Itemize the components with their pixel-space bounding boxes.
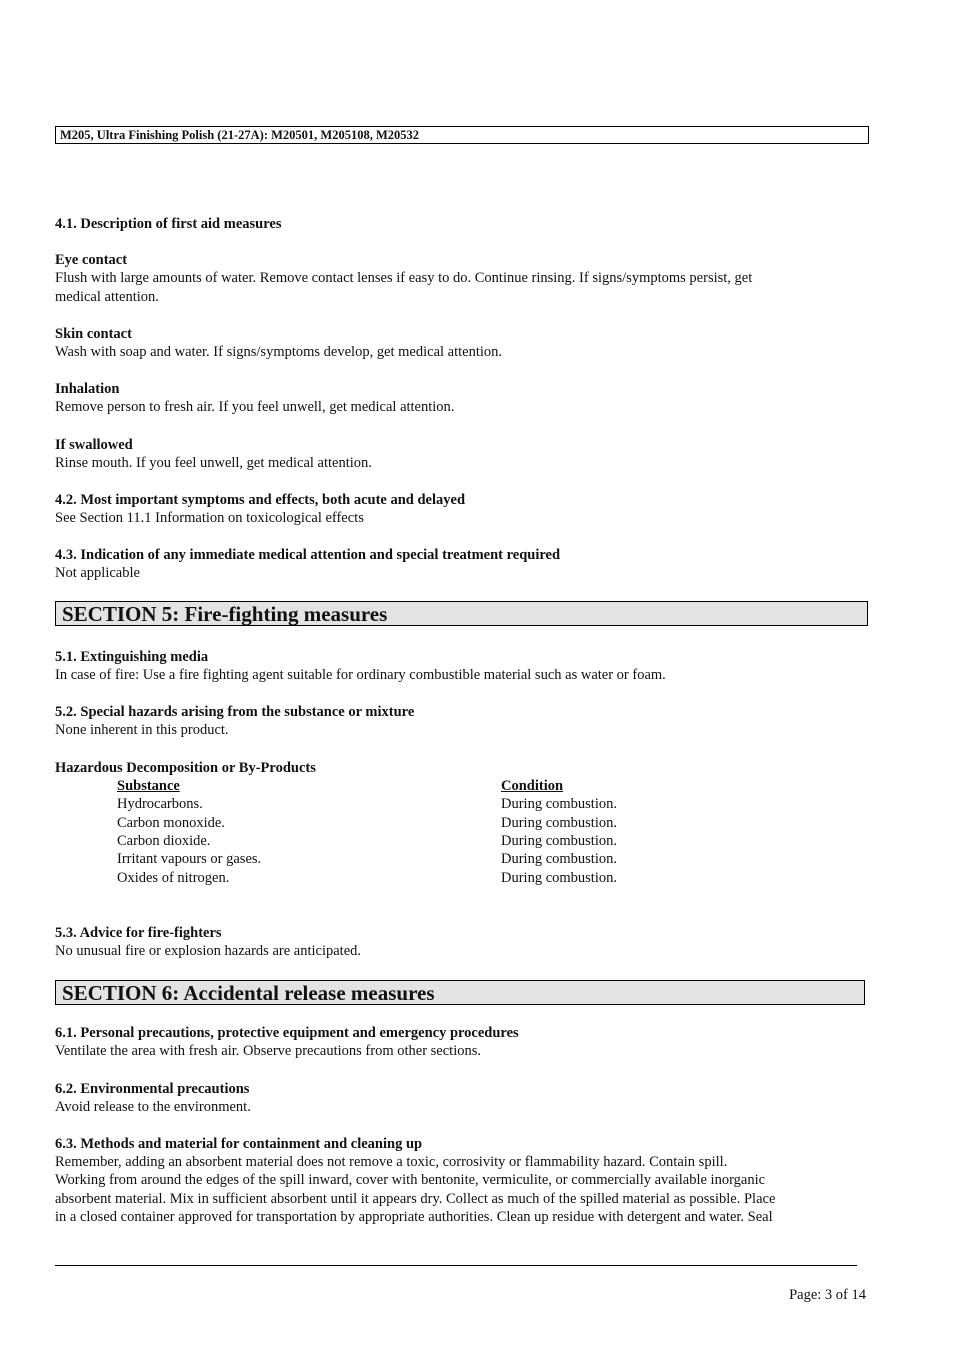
page-number: Page: 3 of 14 (789, 1287, 866, 1303)
heading-6-3: 6.3. Methods and material for containment and cleaning up (55, 1136, 423, 1152)
table-row-condition: During combustion. (501, 833, 617, 849)
document-header: M205, Ultra Finishing Polish (21-27A): M20501, M205108, M20532 (55, 126, 869, 144)
text-5-3: No unusual fire or explosion hazards are anticipated. (55, 943, 362, 959)
text-6-3-line-1: Remember, adding an absorbent material does not remove a toxic, corrosivity or flammability hazard. Contain spill. (55, 1154, 728, 1170)
hazardous-decomposition-heading: Hazardous Decomposition or By-Products (55, 760, 316, 776)
text-6-3-line-3: absorbent material. Mix in sufficient absorbent until it appears dry. Collect as much of the spilled material as possible. Place (55, 1191, 776, 1207)
section-6-title: SECTION 6: Accidental release measures (55, 980, 865, 1005)
table-row-substance: Oxides of nitrogen. (117, 870, 230, 886)
table-row-condition: During combustion. (501, 851, 617, 867)
text-5-2: None inherent in this product. (55, 722, 229, 738)
swallowed-text: Rinse mouth. If you feel unwell, get medical attention. (55, 455, 372, 471)
footer-divider (55, 1265, 857, 1266)
text-4-2: See Section 11.1 Information on toxicological effects (55, 510, 364, 526)
table-row-substance: Carbon monoxide. (117, 815, 225, 831)
table-row-condition: During combustion. (501, 796, 617, 812)
table-row-substance: Carbon dioxide. (117, 833, 211, 849)
skin-contact-heading: Skin contact (55, 326, 132, 342)
heading-6-1: 6.1. Personal precautions, protective equipment and emergency procedures (55, 1025, 519, 1041)
eye-contact-text-2: medical attention. (55, 289, 159, 305)
column-header-condition: Condition (501, 778, 564, 794)
table-row-substance: Irritant vapours or gases. (117, 851, 262, 867)
inhalation-text: Remove person to fresh air. If you feel unwell, get medical attention. (55, 399, 455, 415)
heading-4-2: 4.2. Most important symptoms and effects, both acute and delayed (55, 492, 466, 508)
heading-4-1: 4.1. Description of first aid measures (55, 216, 282, 232)
text-6-3-line-4: in a closed container approved for transportation by appropriate authorities. Clean up residue with detergent and water. Seal (55, 1209, 773, 1225)
skin-contact-text: Wash with soap and water. If signs/symptoms develop, get medical attention. (55, 344, 503, 360)
heading-4-3: 4.3. Indication of any immediate medical attention and special treatment required (55, 547, 561, 563)
table-row-condition: During combustion. (501, 870, 617, 886)
heading-5-2: 5.2. Special hazards arising from the substance or mixture (55, 704, 415, 720)
swallowed-heading: If swallowed (55, 437, 133, 453)
section-5-title: SECTION 5: Fire-fighting measures (55, 601, 868, 626)
text-6-1: Ventilate the area with fresh air. Observe precautions from other sections. (55, 1043, 481, 1059)
text-5-1: In case of fire: Use a fire fighting agent suitable for ordinary combustible material such as water or foam. (55, 667, 666, 683)
text-6-3-line-2: Working from around the edges of the spill inward, cover with bentonite, vermiculite, or commercially available inorganic (55, 1172, 766, 1188)
heading-6-2: 6.2. Environmental precautions (55, 1081, 250, 1097)
text-4-3: Not applicable (55, 565, 140, 581)
table-row-condition: During combustion. (501, 815, 617, 831)
column-header-substance: Substance (117, 778, 180, 794)
text-6-2: Avoid release to the environment. (55, 1099, 251, 1115)
eye-contact-heading: Eye contact (55, 252, 128, 268)
table-row-substance: Hydrocarbons. (117, 796, 203, 812)
eye-contact-text-1: Flush with large amounts of water. Remove contact lenses if easy to do. Continue rinsing. If signs/symptoms persist, get (55, 270, 753, 286)
inhalation-heading: Inhalation (55, 381, 120, 397)
heading-5-3: 5.3. Advice for fire-fighters (55, 925, 222, 941)
heading-5-1: 5.1. Extinguishing media (55, 649, 209, 665)
